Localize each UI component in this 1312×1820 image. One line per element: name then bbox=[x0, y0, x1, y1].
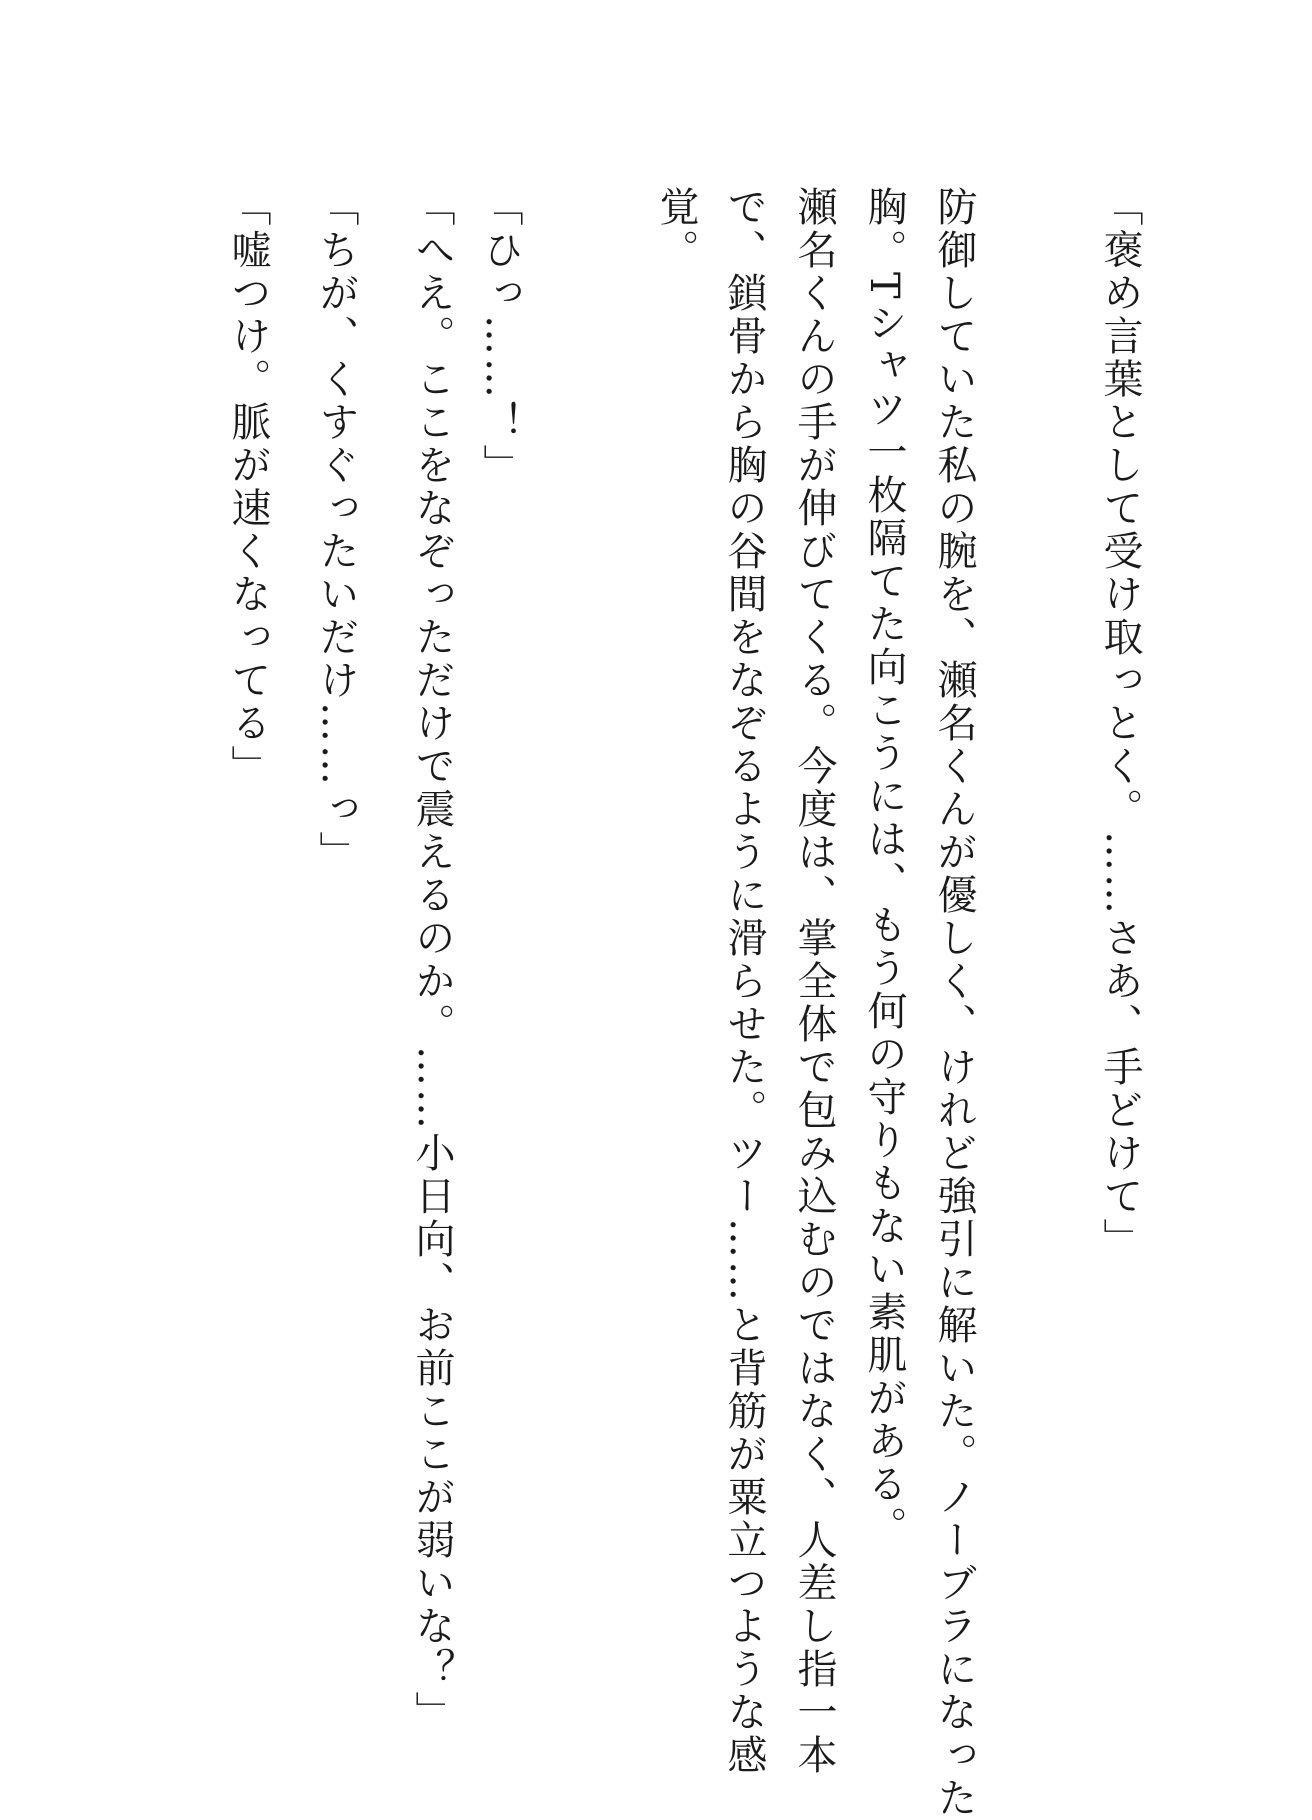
narration-line-2: 胸。Tシャツ一枚隔てた向こうには、もう何の守りもない素肌がある。 bbox=[861, 186, 907, 1549]
narration-line-4: で、鎖骨から胸の谷間をなぞるように滑らせた。ツー……と背筋が粟立つような感 bbox=[721, 186, 767, 1777]
dialogue-line-pulse: 「嘘つけ。脈が速くなってる」 bbox=[225, 186, 271, 788]
dialogue-line-tease: 「へえ。ここをなぞっただけで震えるのか。……小日向、お前ここが弱いな？」 bbox=[409, 186, 455, 1734]
narration-line-3: 瀬名くんの手が伸びてくる。今度は、掌全体で包み込むのではなく、人差し指一本 bbox=[791, 186, 837, 1777]
narration-line-5: 覚。 bbox=[653, 186, 699, 272]
dialogue-line-denial: 「ちが、くすぐったいだけ……っ」 bbox=[313, 186, 359, 874]
dialogue-line-compliment: 「褒め言葉として受け取っとく。……さあ、手どけて」 bbox=[1097, 186, 1143, 1261]
dialogue-line-gasp: 「ひっ……！」 bbox=[477, 186, 523, 487]
narration-line-1: 防御していた私の腕を、瀬名くんが優しく、けれど強引に解いた。ノーブラになった bbox=[931, 186, 977, 1820]
